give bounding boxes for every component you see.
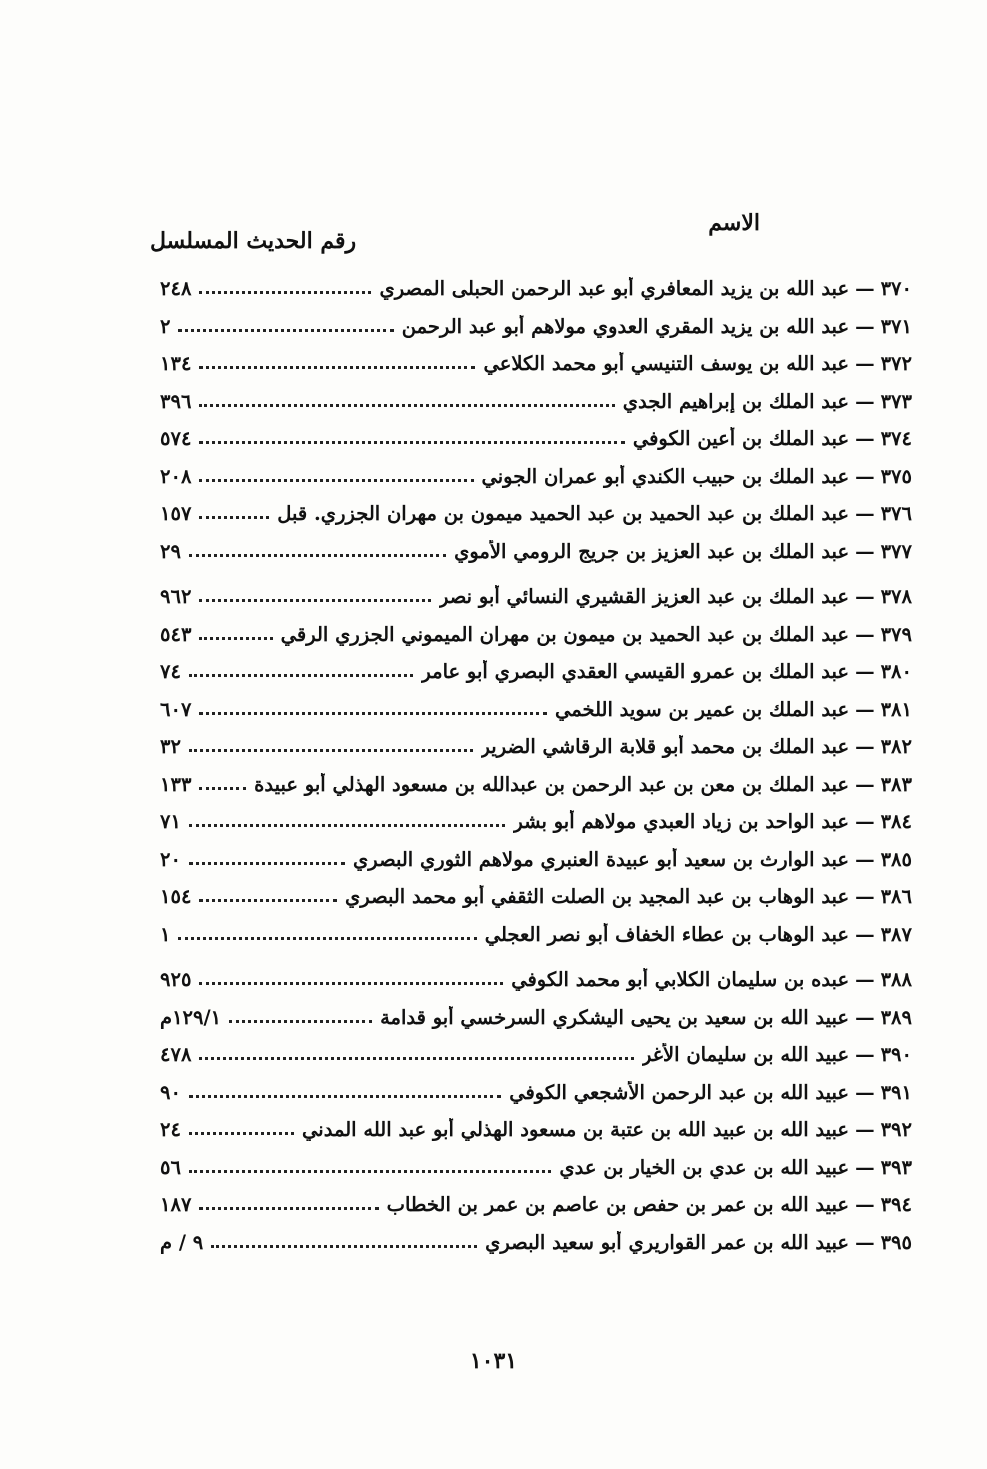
entry-number: ٣٧٩ xyxy=(880,622,912,646)
entry-dash: — xyxy=(855,847,875,871)
index-entry xyxy=(160,803,912,841)
entry-dash: — xyxy=(855,1193,875,1217)
entry-dash: — xyxy=(855,352,875,376)
entry-number: ٣٩٢ xyxy=(880,1118,912,1142)
dot-leader xyxy=(199,712,547,715)
dot-leader xyxy=(199,479,473,482)
entry-dash: — xyxy=(855,772,875,796)
dot-leader xyxy=(178,937,476,940)
entry-dash: — xyxy=(855,427,875,451)
entry-dash: — xyxy=(855,389,875,413)
entry-number: ٣٨٠ xyxy=(880,660,912,684)
entry-dash: — xyxy=(855,810,875,834)
index-entry xyxy=(160,841,912,879)
dot-leader xyxy=(229,1020,372,1023)
entry-name: عبد الملك بن عمرو القيسي العقدي البصري أبو عامر xyxy=(421,660,850,684)
entry-dash: — xyxy=(855,585,875,609)
hadith-number-column-heading: رقم الحديث المسلسل xyxy=(150,228,357,254)
dot-leader xyxy=(199,899,337,902)
entry-name: عبد الملك بن عمير بن سويد اللخمي xyxy=(554,697,850,721)
entry-hadith-number: ١٢٩/١م xyxy=(160,1005,222,1029)
dot-leader xyxy=(189,674,413,677)
index-header xyxy=(150,210,760,254)
entry-name: عبد الله بن يزيد المقري العدوي مولاهم أبو عبد الرحمن xyxy=(401,314,850,338)
entry-number: ٣٩٤ xyxy=(880,1193,912,1217)
dot-leader xyxy=(189,1170,551,1173)
entry-dash: — xyxy=(855,1005,875,1029)
entry-name: عبيد الله بن سعيد بن يحيى اليشكري السرخسي أبو قدامة xyxy=(380,1005,850,1029)
entry-name: عبده بن سليمان الكلابي أبو محمد الكوفي xyxy=(511,968,850,992)
entry-name: عبد الوارث بن سعيد أبو عبيدة العنبري مولاهم الثوري البصري xyxy=(353,847,850,871)
dot-leader xyxy=(189,554,446,557)
entry-name: عبد الملك بن عبد الحميد بن ميمون بن مهران الميموني الجزري الرقي xyxy=(280,622,850,646)
dot-leader xyxy=(199,982,503,985)
entry-dash: — xyxy=(855,1080,875,1104)
entry-hadith-number: ١٣٤ xyxy=(160,352,192,376)
entry-hadith-number: ٩ / م xyxy=(160,1230,204,1254)
entry-dash: — xyxy=(855,922,875,946)
entry-name: عبيد الله بن عبد الرحمن الأشجعي الكوفي xyxy=(509,1080,850,1104)
entry-name: عبد الملك بن عبد الحميد بن عبد الحميد ميمون بن مهران الجزري. قبل xyxy=(277,502,850,526)
index-entry xyxy=(160,345,912,383)
entry-number: ٣٩٠ xyxy=(880,1043,912,1067)
entry-number: ٣٨٩ xyxy=(880,1005,912,1029)
entry-hadith-number: ٦٠٧ xyxy=(160,697,192,721)
entry-hadith-number: ٧٤ xyxy=(160,660,181,684)
entry-number: ٣٧٥ xyxy=(880,464,912,488)
entry-number: ٣٨٧ xyxy=(880,922,912,946)
entry-number: ٣٨٤ xyxy=(880,810,912,834)
entry-hadith-number: ٩٦٢ xyxy=(160,585,192,609)
entry-hadith-number: ١٥٤ xyxy=(160,885,192,909)
dot-leader xyxy=(189,1095,501,1098)
index-entry xyxy=(160,878,912,916)
dot-leader xyxy=(199,599,431,602)
index-entry xyxy=(160,691,912,729)
entry-number: ٣٩١ xyxy=(880,1080,912,1104)
dot-leader xyxy=(189,824,505,827)
index-entry xyxy=(160,308,912,346)
entry-hadith-number: ٢٩ xyxy=(160,539,181,563)
index-entry xyxy=(160,383,912,421)
index-entry xyxy=(160,495,912,533)
entry-dash: — xyxy=(855,1043,875,1067)
entry-dash: — xyxy=(855,968,875,992)
entry-hadith-number: ٣٩٦ xyxy=(160,389,192,413)
dot-leader xyxy=(178,329,393,332)
entry-dash: — xyxy=(855,622,875,646)
entry-hadith-number: ٥٤٣ xyxy=(160,622,192,646)
entry-number: ٣٧٦ xyxy=(880,502,912,526)
index-entry xyxy=(160,533,912,571)
entry-number: ٣٨٦ xyxy=(880,885,912,909)
entry-hadith-number: ٧١ xyxy=(160,810,181,834)
entry-number: ٣٨٢ xyxy=(880,735,912,759)
entry-name: عبيد الله بن عبيد الله بن عتبة بن مسعود الهذلي أبو عبد الله المدني xyxy=(302,1118,850,1142)
entry-dash: — xyxy=(855,539,875,563)
entry-name: عبد الوهاب بن عطاء الخفاف أبو نصر العجلي xyxy=(484,922,850,946)
entry-number: ٣٧٠ xyxy=(880,277,912,301)
entry-name: عبد الله بن يوسف التنيسي أبو محمد الكلاعي xyxy=(483,352,850,376)
entry-dash: — xyxy=(855,885,875,909)
entry-dash: — xyxy=(855,502,875,526)
entry-dash: — xyxy=(855,735,875,759)
index-entry xyxy=(160,766,912,804)
entry-hadith-number: ٩٢٥ xyxy=(160,968,192,992)
entry-dash: — xyxy=(855,1118,875,1142)
entry-hadith-number: ٥٦ xyxy=(160,1155,181,1179)
entry-name: عبد الملك بن معن بن عبد الرحمن بن عبدالله بن مسعود الهذلي أبو عبيدة xyxy=(254,772,850,796)
dot-leader xyxy=(199,1057,634,1060)
index-entry xyxy=(160,961,912,999)
dot-leader xyxy=(199,637,272,640)
entry-number: ٣٧١ xyxy=(880,314,912,338)
entry-dash: — xyxy=(855,660,875,684)
entry-number: ٣٧٢ xyxy=(880,352,912,376)
entry-name: عبد الوهاب بن عبد المجيد بن الصلت الثقفي أبو محمد البصري xyxy=(345,885,850,909)
entry-hadith-number: ٢٤٨ xyxy=(160,277,192,301)
entry-name: عبد الملك بن حبيب الكندي أبو عمران الجوني xyxy=(481,464,850,488)
entry-hadith-number: ٢٤ xyxy=(160,1118,181,1142)
index-entry xyxy=(160,420,912,458)
entry-name: عبد الواحد بن زياد العبدي مولاهم أبو بشر xyxy=(513,810,850,834)
entry-hadith-number: ١٨٧ xyxy=(160,1193,192,1217)
entry-name: عبيد الله بن عدي بن الخيار بن عدي xyxy=(559,1155,850,1179)
entry-number: ٣٨٥ xyxy=(880,847,912,871)
entry-name: عبد الله بن يزيد المعافري أبو عبد الرحمن الحبلى المصري xyxy=(379,277,850,301)
index-entry xyxy=(160,916,912,954)
entry-dash: — xyxy=(855,464,875,488)
entry-name: عبد الملك بن إبراهيم الجدي xyxy=(622,389,850,413)
entry-hadith-number: ١٥٧ xyxy=(160,502,192,526)
entry-hadith-number: ٢٠٨ xyxy=(160,464,192,488)
entry-number: ٣٨٣ xyxy=(880,772,912,796)
entry-number: ٣٩٣ xyxy=(880,1155,912,1179)
index-entry xyxy=(160,728,912,766)
index-entry xyxy=(160,616,912,654)
entry-name: عبيد الله بن عمر القواريري أبو سعيد البصري xyxy=(485,1230,850,1254)
name-column-heading: الاسم xyxy=(708,210,760,236)
entry-dash: — xyxy=(855,1230,875,1254)
dot-leader xyxy=(199,291,371,294)
index-entry xyxy=(160,1224,912,1262)
entry-number: ٣٨٨ xyxy=(880,968,912,992)
entry-dash: — xyxy=(855,697,875,721)
index-entry xyxy=(160,1074,912,1112)
entry-name: عبد الملك بن محمد أبو قلابة الرقاشي الضرير xyxy=(480,735,850,759)
index-entry xyxy=(160,578,912,616)
index-entry xyxy=(160,1036,912,1074)
entry-dash: — xyxy=(855,314,875,338)
dot-leader xyxy=(211,1245,477,1248)
dot-leader xyxy=(199,366,475,369)
entry-hadith-number: ٢٠ xyxy=(160,847,181,871)
index-entry xyxy=(160,653,912,691)
entry-number: ٣٩٥ xyxy=(880,1230,912,1254)
entry-hadith-number: ١ xyxy=(160,922,171,946)
entry-name: عبد الملك بن أعين الكوفي xyxy=(632,427,850,451)
index-entry xyxy=(160,1149,912,1187)
dot-leader xyxy=(199,787,246,790)
entry-number: ٣٨١ xyxy=(880,697,912,721)
entry-name: عبيد الله بن سليمان الأغر xyxy=(642,1043,850,1067)
entry-number: ٣٧٤ xyxy=(880,427,912,451)
entry-number: ٣٧٣ xyxy=(880,389,912,413)
index-entry xyxy=(160,1111,912,1149)
entry-hadith-number: ٩٠ xyxy=(160,1080,181,1104)
entry-number: ٣٧٨ xyxy=(880,585,912,609)
entry-dash: — xyxy=(855,1155,875,1179)
entry-name: عبد الملك بن عبد العزيز القشيري النسائي أبو نصر xyxy=(438,585,850,609)
index-entries xyxy=(160,270,912,1261)
dot-leader xyxy=(199,441,624,444)
entry-dash: — xyxy=(855,277,875,301)
dot-leader xyxy=(199,1207,378,1210)
dot-leader xyxy=(199,404,614,407)
dot-leader xyxy=(189,862,345,865)
entry-name: عبد الملك بن عبد العزيز بن جريج الرومي الأموي xyxy=(454,539,850,563)
entry-number: ٣٧٧ xyxy=(880,539,912,563)
entry-hadith-number: ٢ xyxy=(160,314,171,338)
entry-hadith-number: ٤٧٨ xyxy=(160,1043,192,1067)
dot-leader xyxy=(199,516,269,519)
index-entry xyxy=(160,270,912,308)
entry-hadith-number: ٥٧٤ xyxy=(160,427,192,451)
page-number: ١٠٣١ xyxy=(469,1348,518,1374)
index-entry xyxy=(160,458,912,496)
entry-name: عبيد الله بن عمر بن حفص بن عاصم بن عمر بن الخطاب xyxy=(386,1193,850,1217)
index-entry xyxy=(160,1186,912,1224)
index-entry xyxy=(160,999,912,1037)
entry-hadith-number: ١٣٣ xyxy=(160,772,192,796)
dot-leader xyxy=(189,1132,294,1135)
dot-leader xyxy=(189,749,473,752)
entry-hadith-number: ٣٢ xyxy=(160,735,181,759)
